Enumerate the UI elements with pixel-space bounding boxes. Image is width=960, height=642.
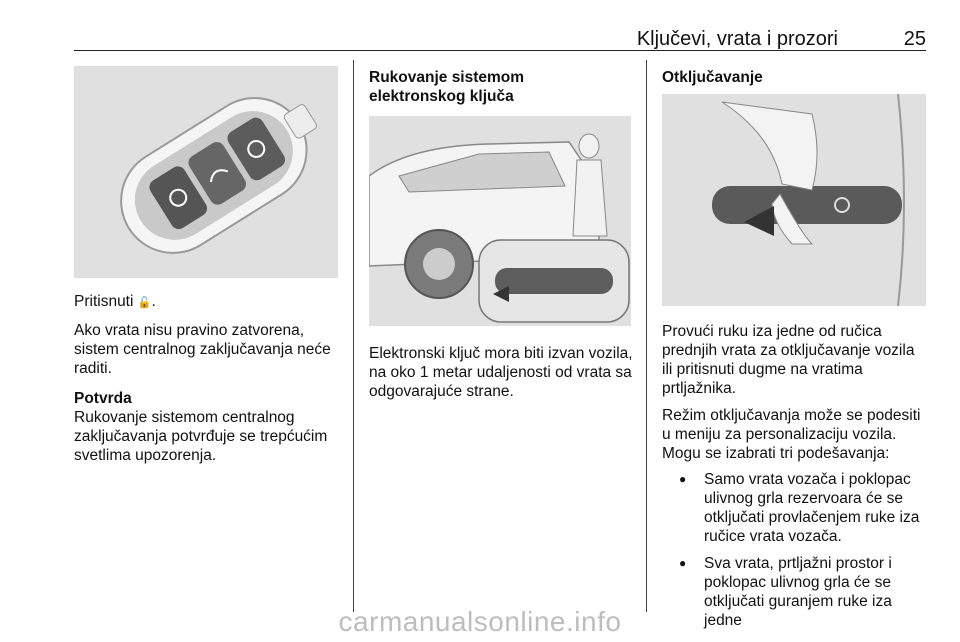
header-rule bbox=[74, 50, 926, 51]
range-paragraph: Elektronski ključ mora biti izvan vozila, na oko 1 metar udaljenosti od vrata sa odgovarajuće strane. bbox=[369, 345, 633, 400]
page-header bbox=[74, 0, 926, 50]
press-instruction: Pritisnuti 🔓. bbox=[74, 293, 156, 310]
page-number: 25 bbox=[903, 28, 926, 50]
column-2-heading bbox=[369, 68, 635, 106]
car-approach-illustration bbox=[369, 116, 631, 326]
confirmation-paragraph: Rukovanje sistemom centralnog zaključavanja potvrđuje se trepćućim svetlima upozorenja. bbox=[74, 409, 328, 464]
column-3-text bbox=[662, 322, 928, 630]
list-item: ● Samo vrata vozača i poklopac ulivnog grla rezervoara će se otključati provlačenjem ruke iza ručice vrata vozača. bbox=[662, 470, 928, 546]
column-divider-2 bbox=[646, 60, 647, 612]
key-fob-illustration bbox=[74, 66, 338, 278]
watermark: carmanualsonline.info bbox=[338, 606, 622, 637]
unlock-settings-paragraph: Režim otključavanja može se podesiti u meniju za personalizaciju vozila. Mogu se izabrati tri podešavanja: bbox=[662, 407, 921, 462]
column-1-text bbox=[74, 292, 340, 465]
confirmation-heading: Potvrda bbox=[74, 390, 132, 407]
door-warning-paragraph: Ako vrata nisu pravino zatvorena, sistem centralnog zaključavanja neće raditi. bbox=[74, 322, 331, 377]
unlock-method-paragraph: Provući ruku iza jedne od ručica prednjih vrata za otključavanje vozila ili pritisnuti dugme na vratima prtljažnika. bbox=[662, 323, 915, 397]
door-handle-illustration bbox=[662, 94, 926, 306]
column-divider-1 bbox=[353, 60, 354, 612]
section-heading-line-1: Rukovanje sistemom bbox=[369, 69, 525, 86]
chapter-title: Ključevi, vrata i prozori bbox=[636, 28, 838, 50]
unlocking-heading: Otključavanje bbox=[662, 69, 763, 86]
section-heading-line-2: elektronskog ključa bbox=[369, 88, 514, 105]
column-2-text bbox=[369, 344, 635, 401]
column-3-heading bbox=[662, 68, 928, 87]
unlock-icon: 🔓 bbox=[137, 297, 152, 309]
list-item: ● Sva vrata, prtljažni prostor i poklopac ulivnog grla će se otključati guranjem ruke iza jedne bbox=[662, 554, 928, 630]
